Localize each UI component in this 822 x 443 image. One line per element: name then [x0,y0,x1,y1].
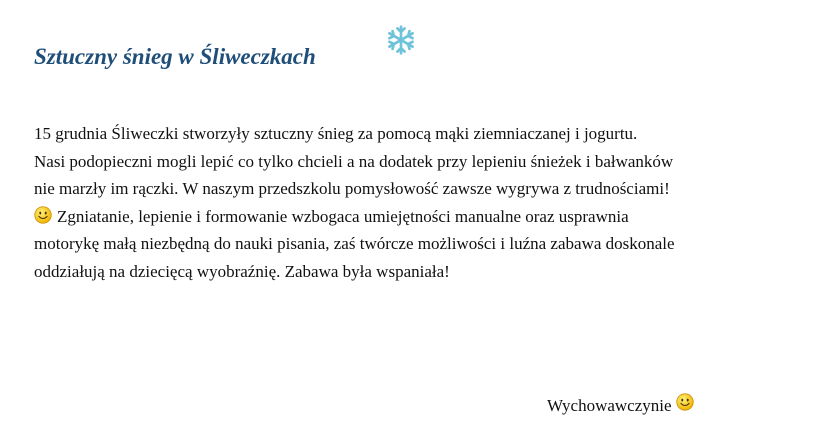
document-title: Sztuczny śnieg w Śliweczkach [34,44,316,69]
paragraph-line: nie marzły im rączki. W naszym przedszkolu pomysłowość zawsze wygrywa z trudnościami! [34,179,670,198]
paragraph-line: 15 grudnia Śliweczki stworzyły sztuczny śnieg za pomocą mąki ziemniaczanej i jogurtu. [34,124,638,143]
paragraph-line-with-emoji [34,203,814,231]
signature [547,393,694,416]
snowflake-icon [383,24,419,56]
paragraph-line: oddziałują na dziecięcą wyobraźnię. Zabawa była wspaniała! [34,261,450,281]
smiley-face-icon [34,206,52,224]
paragraph-line: Nasi podopieczni mogli lepić co tylko chcieli a na dodatek przy lepieniu śnieżek i bałwanków [34,151,674,171]
smiley-face-icon [676,393,694,411]
signature-text: Wychowawczynie [547,396,672,415]
paragraph-line: motorykę małą niezbędną do nauki pisania, zaś twórcze możliwości i luźna zabawa doskonale [34,234,675,253]
body-paragraph [34,120,814,285]
paragraph-line-text: Zgniatanie, lepienie i formowanie wzbogaca umiejętności manualne oraz usprawnia [57,206,629,226]
